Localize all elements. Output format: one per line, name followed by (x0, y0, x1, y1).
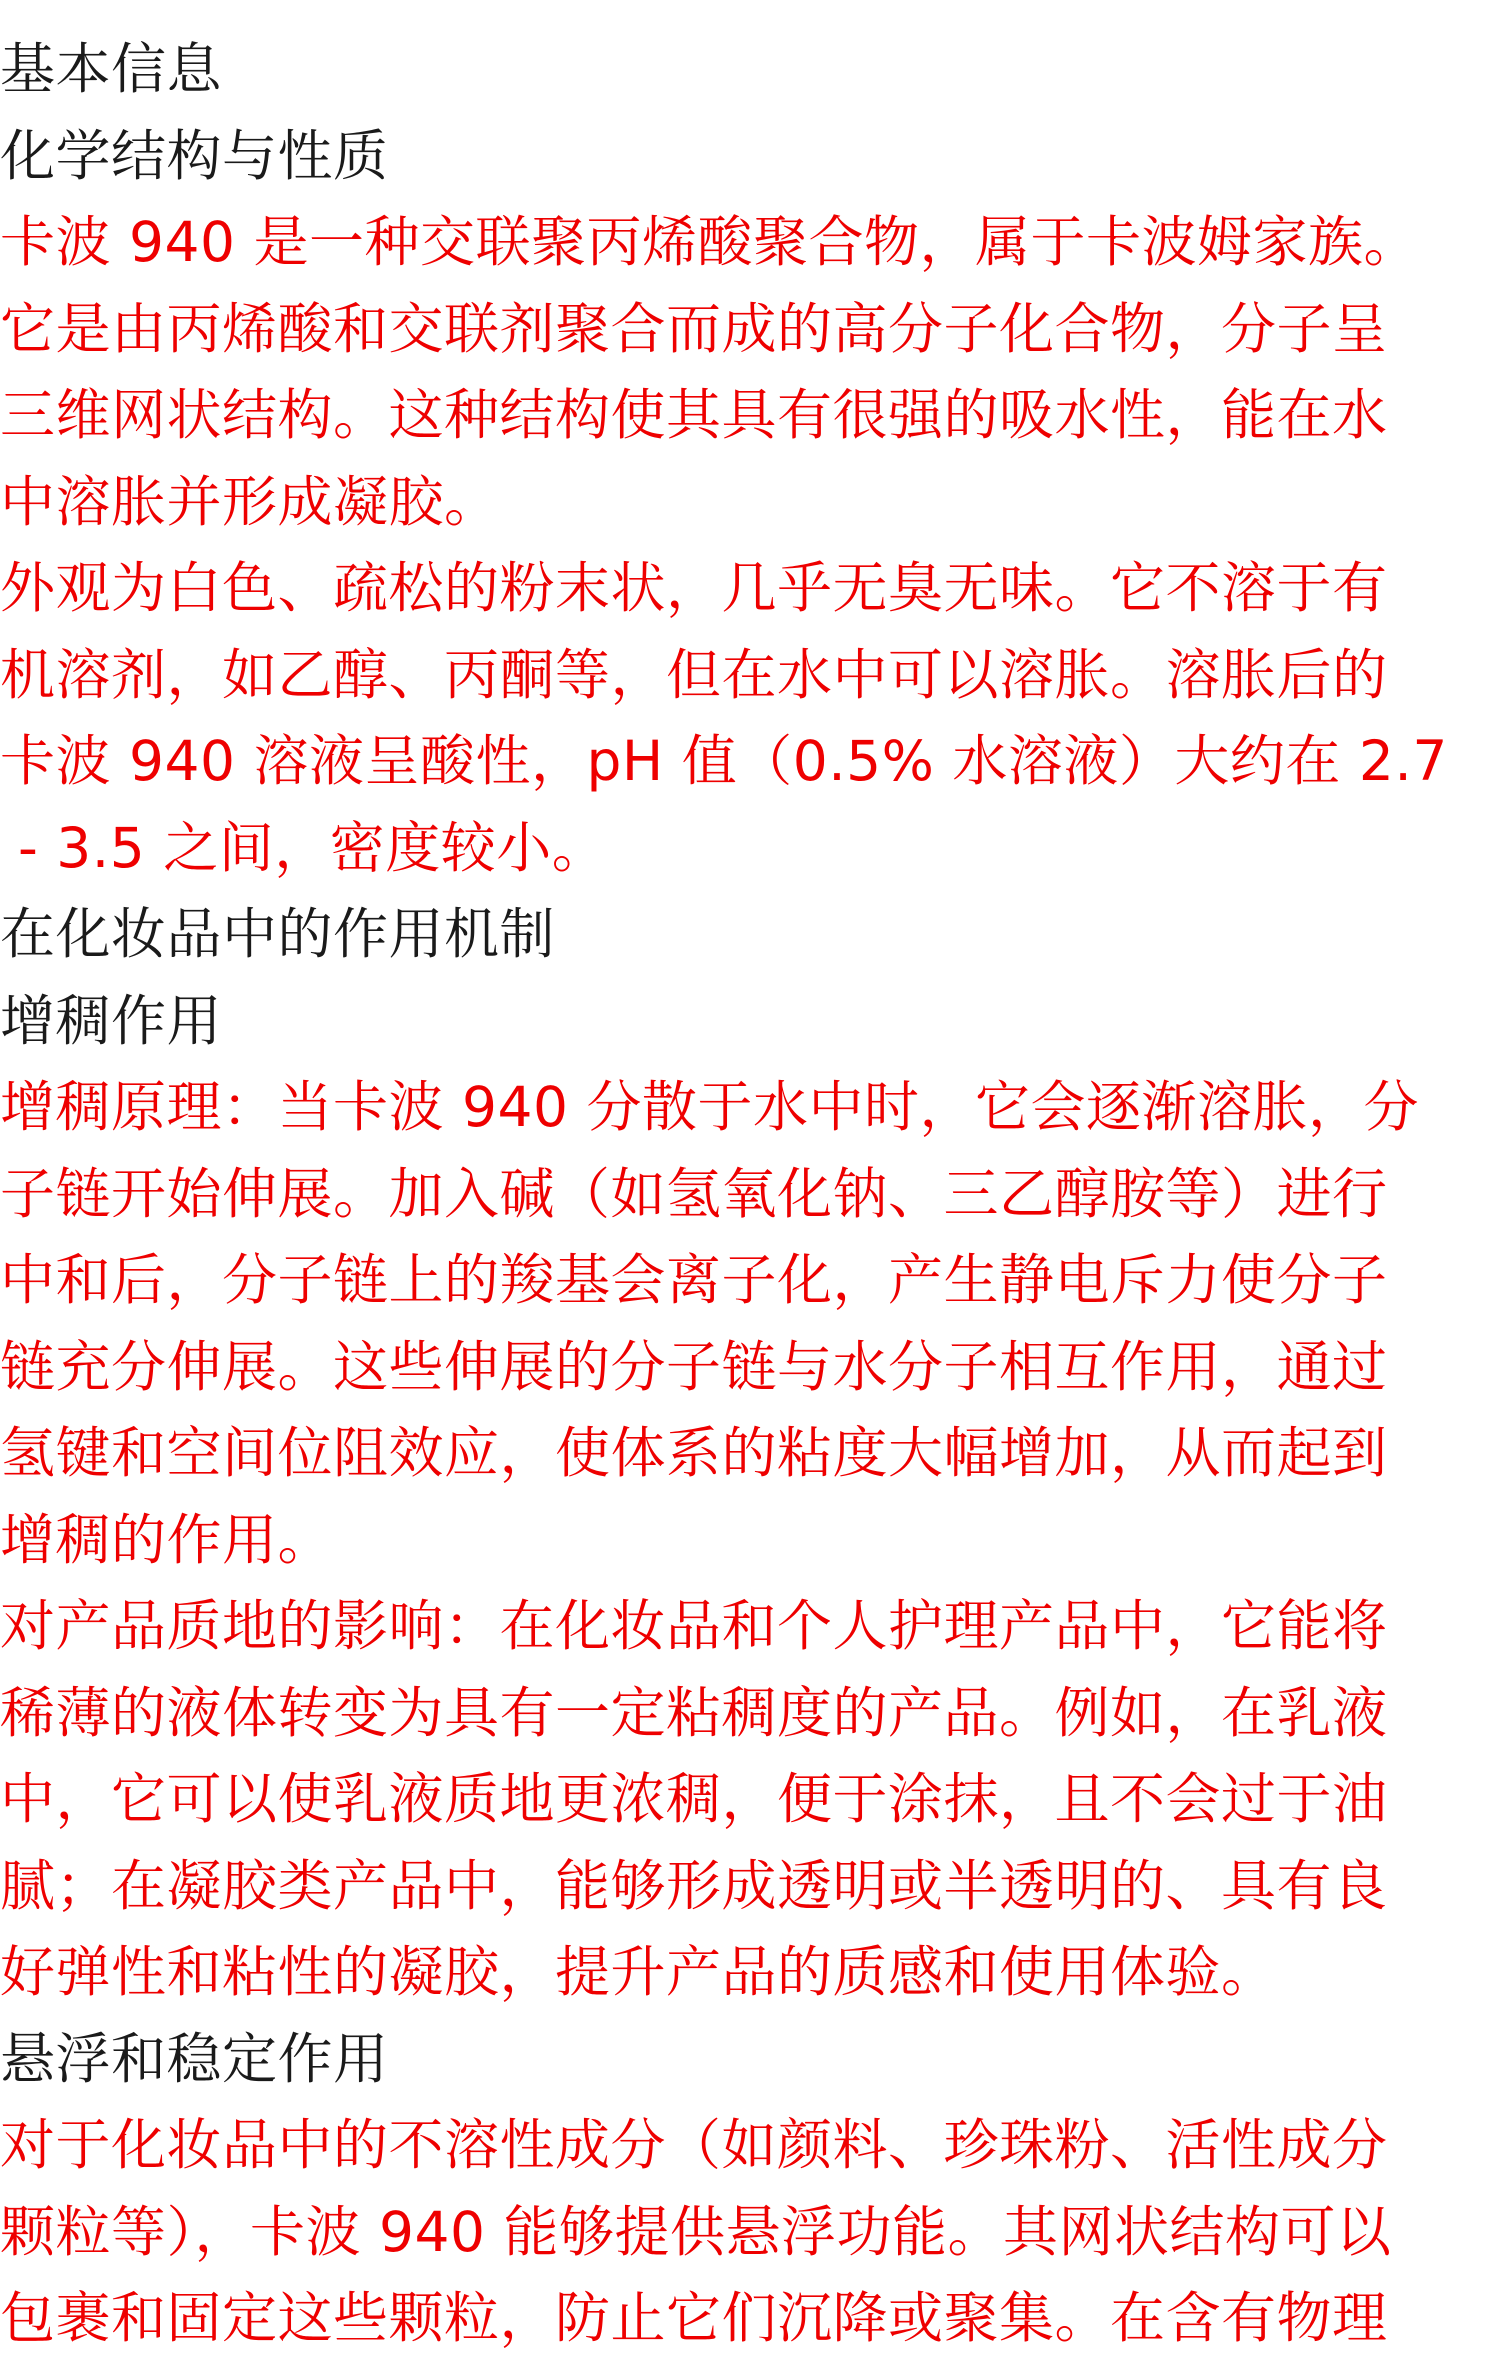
paragraph-line: 颗粒等），卡波 940 能够提供悬浮功能。其网状结构可以 (0, 2199, 1392, 2264)
section-heading: 基本信息 (0, 37, 223, 101)
paragraph-line: 腻；在凝胶类产品中，能够形成透明或半透明的、具有良 (0, 1853, 1388, 1918)
paragraph-line: 中和后，分子链上的羧基会离子化，产生静电斥力使分子 (0, 1248, 1388, 1312)
paragraph-line: 卡波 940 是一种交联聚丙烯酸聚合物，属于卡波姆家族。 (0, 210, 1419, 274)
paragraph-line: 包裹和固定这些颗粒，防止它们沉降或聚集。在含有物理 (0, 2286, 1388, 2350)
section-heading: 增稠作用 (0, 988, 223, 1053)
section-heading: 悬浮和稳定作用 (0, 2026, 389, 2091)
paragraph-line: 三维网状结构。这种结构使其具有很强的吸水性，能在水 (0, 383, 1388, 447)
paragraph-line: 稀薄的液体转变为具有一定粘稠度的产品。例如，在乳液 (0, 1680, 1388, 1745)
paragraph-line: 中，它可以使乳液质地更浓稠，便于涂抹，且不会过于油 (0, 1767, 1388, 1831)
paragraph-line: 卡波 940 溶液呈酸性，pH 值（0.5% 水溶液）大约在 2.7 (0, 729, 1448, 793)
paragraph-line: - 3.5 之间，密度较小。 (0, 815, 608, 880)
paragraph-line: 氢键和空间位阻效应，使体系的粘度大幅增加，从而起到 (0, 1421, 1388, 1485)
paragraph-line: 外观为白色、疏松的粉末状，几乎无臭无味。它不溶于有 (0, 556, 1388, 620)
paragraph-line: 对产品质地的影响：在化妆品和个人护理产品中，它能将 (0, 1594, 1388, 1658)
paragraph-line: 对于化妆品中的不溶性成分（如颜料、珍珠粉、活性成分 (0, 2113, 1388, 2177)
section-heading: 在化妆品中的作用机制 (0, 902, 556, 966)
paragraph-line: 它是由丙烯酸和交联剂聚合而成的高分子化合物，分子呈 (0, 296, 1388, 361)
paragraph-line: 子链开始伸展。加入碱（如氢氧化钠、三乙醇胺等）进行 (0, 1161, 1388, 1226)
section-heading: 化学结构与性质 (0, 123, 389, 188)
paragraph-line: 机溶剂，如乙醇、丙酮等，但在水中可以溶胀。溶胀后的 (0, 642, 1388, 707)
paragraph-line: 增稠的作用。 (0, 1507, 334, 1572)
paragraph-line: 好弹性和粘性的凝胶，提升产品的质感和使用体验。 (0, 1940, 1277, 2004)
document-page (0, 26, 1500, 2362)
paragraph-line: 链充分伸展。这些伸展的分子链与水分子相互作用，通过 (0, 1334, 1388, 1399)
paragraph-line: 增稠原理：当卡波 940 分散于水中时，它会逐渐溶胀，分 (0, 1075, 1419, 1139)
paragraph-line: 中溶胀并形成凝胶。 (0, 469, 500, 534)
